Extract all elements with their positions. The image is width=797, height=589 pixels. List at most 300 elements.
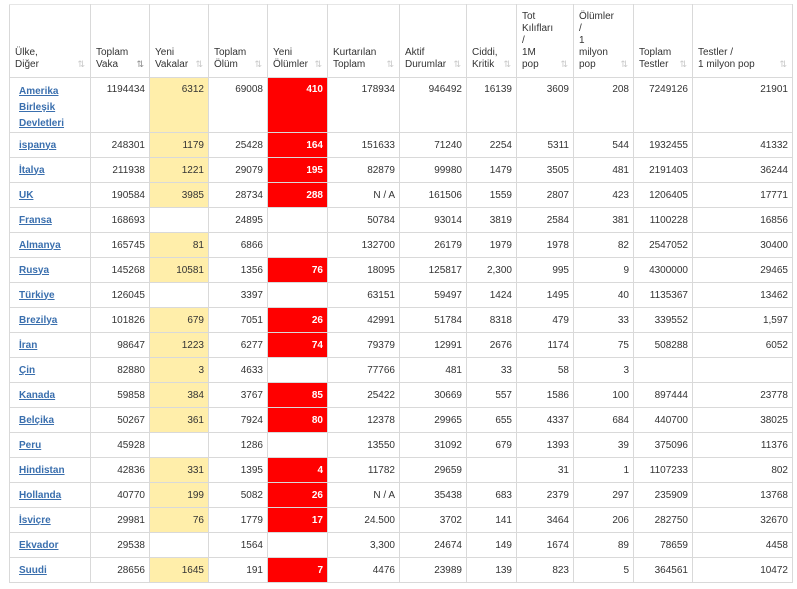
data-cell [268, 233, 328, 258]
data-cell: 361 [150, 408, 209, 433]
data-cell: 897444 [634, 383, 693, 408]
data-cell: 50784 [328, 208, 400, 233]
data-cell: 191 [209, 558, 268, 583]
country-link[interactable]: Almanya [19, 239, 61, 251]
data-cell: 89 [574, 533, 634, 558]
data-cell: 40770 [91, 483, 150, 508]
data-cell: 2254 [467, 133, 517, 158]
country-cell [10, 133, 91, 158]
data-cell: 211938 [91, 158, 150, 183]
data-cell [634, 358, 693, 383]
column-header-label: Aktif [405, 47, 425, 58]
header-row [10, 5, 793, 78]
data-cell: 41332 [693, 133, 793, 158]
data-cell: 1779 [209, 508, 268, 533]
data-cell: 190584 [91, 183, 150, 208]
data-cell: 26 [268, 483, 328, 508]
country-cell [10, 533, 91, 558]
data-cell: 93014 [400, 208, 467, 233]
data-cell: 481 [400, 358, 467, 383]
data-cell: 139 [467, 558, 517, 583]
table-row [10, 78, 793, 133]
country-link[interactable]: UK [19, 189, 34, 201]
data-cell: 82880 [91, 358, 150, 383]
data-cell: 288 [268, 183, 328, 208]
data-cell: 1393 [517, 433, 574, 458]
data-cell: 1174 [517, 333, 574, 358]
data-cell: 1221 [150, 158, 209, 183]
country-link[interactable]: Suudi [19, 564, 47, 576]
data-cell: 3397 [209, 283, 268, 308]
data-cell: 1286 [209, 433, 268, 458]
data-cell: 141 [467, 508, 517, 533]
data-cell: 1978 [517, 233, 574, 258]
data-cell: 13768 [693, 483, 793, 508]
country-cell [10, 458, 91, 483]
data-cell: 655 [467, 408, 517, 433]
data-cell: 29981 [91, 508, 150, 533]
column-header-label: Toplam [333, 59, 366, 70]
data-cell: 100 [574, 383, 634, 408]
column-header-label: Kurtarılan [333, 47, 377, 58]
data-cell: 3767 [209, 383, 268, 408]
data-cell: 3505 [517, 158, 574, 183]
country-link[interactable]: ispanya [19, 139, 57, 151]
data-cell: 59497 [400, 283, 467, 308]
table-row [10, 258, 793, 283]
data-cell: 7 [268, 558, 328, 583]
column-header-label: / [522, 35, 525, 46]
country-link[interactable]: Belçika [19, 414, 55, 426]
sort-icon[interactable]: ⇅ [195, 59, 203, 69]
data-cell: 1564 [209, 533, 268, 558]
column-header-label: pop [522, 59, 539, 70]
data-cell: 3 [574, 358, 634, 383]
data-cell: 1135367 [634, 283, 693, 308]
table-row [10, 533, 793, 558]
column-header-label: 1 [579, 35, 585, 46]
data-cell: 50267 [91, 408, 150, 433]
data-cell: 339552 [634, 308, 693, 333]
table-row [10, 308, 793, 333]
data-cell: 195 [268, 158, 328, 183]
data-cell: 16139 [467, 78, 517, 133]
data-cell: 77766 [328, 358, 400, 383]
column-header-label: Ciddi, [472, 47, 498, 58]
data-cell: 132700 [328, 233, 400, 258]
data-cell: 1424 [467, 283, 517, 308]
data-cell: 10472 [693, 558, 793, 583]
data-cell: 45928 [91, 433, 150, 458]
data-cell: 6866 [209, 233, 268, 258]
data-cell: 4458 [693, 533, 793, 558]
country-cell [10, 358, 91, 383]
data-cell: 1645 [150, 558, 209, 583]
table-row [10, 133, 793, 158]
data-cell: 38025 [693, 408, 793, 433]
data-cell: 25422 [328, 383, 400, 408]
data-cell: 85 [268, 383, 328, 408]
data-cell: 33 [574, 308, 634, 333]
column-header-label: Vakalar [155, 59, 189, 70]
country-link-line: Devletleri [19, 118, 65, 129]
data-cell: 29538 [91, 533, 150, 558]
column-header-label: Toplam [96, 47, 129, 58]
data-cell: 125817 [400, 258, 467, 283]
data-cell: 331 [150, 458, 209, 483]
data-cell: 31092 [400, 433, 467, 458]
column-header-label: Tot [522, 11, 536, 22]
table-row [10, 433, 793, 458]
data-cell: 2547052 [634, 233, 693, 258]
column-header-label: 1 milyon pop [698, 59, 755, 70]
table-row [10, 408, 793, 433]
data-cell: 29965 [400, 408, 467, 433]
data-cell [150, 283, 209, 308]
data-cell: 12378 [328, 408, 400, 433]
data-cell: 101826 [91, 308, 150, 333]
data-cell: 126045 [91, 283, 150, 308]
table-row [10, 558, 793, 583]
column-header[interactable] [328, 5, 400, 78]
column-header-label: Ülke, [15, 47, 38, 58]
sort-icon[interactable]: ⇅ [314, 59, 322, 69]
data-cell: 1395 [209, 458, 268, 483]
data-cell: 381 [574, 208, 634, 233]
data-cell: 29465 [693, 258, 793, 283]
country-link[interactable]: Brezilya [19, 314, 58, 326]
data-cell: 81 [150, 233, 209, 258]
table-row [10, 383, 793, 408]
data-cell: 2676 [467, 333, 517, 358]
data-cell: 235909 [634, 483, 693, 508]
data-cell: 76 [268, 258, 328, 283]
table-row [10, 208, 793, 233]
data-cell: 5311 [517, 133, 574, 158]
column-header-label: Testler [639, 59, 669, 70]
column-header[interactable] [268, 5, 328, 78]
data-cell: 165745 [91, 233, 150, 258]
column-header-label: pop [579, 59, 596, 70]
data-cell: 6312 [150, 78, 209, 133]
data-cell: 364561 [634, 558, 693, 583]
data-cell: 6277 [209, 333, 268, 358]
data-cell: 26179 [400, 233, 467, 258]
data-cell: 39 [574, 433, 634, 458]
data-cell: 1979 [467, 233, 517, 258]
column-header-label: Testler / [698, 47, 734, 58]
data-cell: 1100228 [634, 208, 693, 233]
data-cell: 17 [268, 508, 328, 533]
data-cell: 2191403 [634, 158, 693, 183]
sort-icon[interactable]: ⇅ [136, 59, 144, 69]
data-cell: 82879 [328, 158, 400, 183]
country-link[interactable]: Ekvador [19, 539, 59, 551]
data-cell [467, 458, 517, 483]
column-header-label: Ölüm [214, 59, 238, 70]
data-cell: 3 [150, 358, 209, 383]
data-cell: 4476 [328, 558, 400, 583]
data-cell: 18095 [328, 258, 400, 283]
data-cell: 7051 [209, 308, 268, 333]
data-cell: 74 [268, 333, 328, 358]
column-header[interactable] [400, 5, 467, 78]
country-link-line: Amerika [19, 86, 59, 97]
data-cell: 161506 [400, 183, 467, 208]
data-cell: 802 [693, 458, 793, 483]
column-header[interactable] [693, 5, 793, 78]
data-cell: 80 [268, 408, 328, 433]
column-header-label: Kritik [472, 59, 495, 70]
data-cell: 375096 [634, 433, 693, 458]
country-link[interactable]: Hindistan [19, 464, 65, 476]
column-header[interactable] [574, 5, 634, 78]
data-cell: 2807 [517, 183, 574, 208]
data-cell: 823 [517, 558, 574, 583]
data-cell: 544 [574, 133, 634, 158]
country-link[interactable]: Hollanda [19, 489, 62, 501]
sort-icon[interactable]: ⇅ [386, 59, 394, 69]
data-cell: 24.500 [328, 508, 400, 533]
data-cell: 79379 [328, 333, 400, 358]
sort-icon[interactable]: ⇅ [779, 59, 787, 69]
data-cell: 82 [574, 233, 634, 258]
sort-icon[interactable]: ⇅ [453, 59, 461, 69]
column-header[interactable] [209, 5, 268, 78]
country-link[interactable]: İsviçre [19, 514, 51, 526]
data-cell: 30669 [400, 383, 467, 408]
country-cell [10, 208, 91, 233]
data-cell: 5 [574, 558, 634, 583]
data-cell: 178934 [328, 78, 400, 133]
data-cell: 63151 [328, 283, 400, 308]
data-cell: 99980 [400, 158, 467, 183]
column-header[interactable] [150, 5, 209, 78]
data-cell: 2379 [517, 483, 574, 508]
data-cell: 30400 [693, 233, 793, 258]
data-cell: 21901 [693, 78, 793, 133]
data-cell: 2584 [517, 208, 574, 233]
data-cell: 8318 [467, 308, 517, 333]
table-row [10, 333, 793, 358]
data-cell [150, 533, 209, 558]
data-cell: 995 [517, 258, 574, 283]
data-cell: 6052 [693, 333, 793, 358]
country-cell [10, 78, 91, 133]
country-cell [10, 383, 91, 408]
data-cell: 384 [150, 383, 209, 408]
data-cell: 164 [268, 133, 328, 158]
data-cell: 410 [268, 78, 328, 133]
data-cell: N / A [328, 183, 400, 208]
country-link[interactable]: Türkiye [19, 289, 55, 301]
data-cell: 1179 [150, 133, 209, 158]
data-cell: 51784 [400, 308, 467, 333]
data-cell: 12991 [400, 333, 467, 358]
data-cell: 29659 [400, 458, 467, 483]
data-cell [693, 358, 793, 383]
country-cell [10, 483, 91, 508]
data-cell: 13550 [328, 433, 400, 458]
data-cell: 508288 [634, 333, 693, 358]
data-cell: 282750 [634, 508, 693, 533]
data-cell: 28734 [209, 183, 268, 208]
data-cell: 1932455 [634, 133, 693, 158]
table-row [10, 508, 793, 533]
column-header[interactable] [467, 5, 517, 78]
country-link[interactable]: İtalya [19, 164, 45, 176]
data-cell: 208 [574, 78, 634, 133]
data-cell: 25428 [209, 133, 268, 158]
data-cell: 1495 [517, 283, 574, 308]
country-link[interactable]: İran [19, 339, 38, 351]
country-link[interactable]: Kanada [19, 389, 56, 401]
data-cell: 11782 [328, 458, 400, 483]
country-cell [10, 258, 91, 283]
table-body [10, 78, 793, 583]
data-cell [150, 208, 209, 233]
data-cell: 78659 [634, 533, 693, 558]
data-cell [268, 433, 328, 458]
column-header[interactable] [10, 5, 91, 78]
data-cell: 75 [574, 333, 634, 358]
sort-icon[interactable]: ⇅ [679, 59, 687, 69]
data-cell: 4633 [209, 358, 268, 383]
table-row [10, 358, 793, 383]
data-cell: 31 [517, 458, 574, 483]
data-cell: 168693 [91, 208, 150, 233]
country-cell [10, 558, 91, 583]
country-cell [10, 233, 91, 258]
country-link[interactable] [19, 86, 64, 129]
data-cell: 10581 [150, 258, 209, 283]
data-cell: 4337 [517, 408, 574, 433]
country-cell [10, 433, 91, 458]
data-cell: 1,597 [693, 308, 793, 333]
data-cell: 557 [467, 383, 517, 408]
data-cell: 206 [574, 508, 634, 533]
data-cell: 5082 [209, 483, 268, 508]
country-link[interactable]: Çin [19, 364, 36, 376]
data-cell [150, 433, 209, 458]
data-cell: 3609 [517, 78, 574, 133]
column-header-label: Toplam [214, 47, 247, 58]
data-cell: 3985 [150, 183, 209, 208]
column-header-label: Kılıfları [522, 23, 554, 34]
column-header[interactable] [634, 5, 693, 78]
data-cell: 1356 [209, 258, 268, 283]
data-cell: 145268 [91, 258, 150, 283]
sort-icon[interactable]: ⇅ [620, 59, 628, 69]
data-cell: 7924 [209, 408, 268, 433]
column-header[interactable] [517, 5, 574, 78]
data-cell: 13462 [693, 283, 793, 308]
table-row [10, 183, 793, 208]
data-cell: 248301 [91, 133, 150, 158]
data-cell: 1559 [467, 183, 517, 208]
data-cell: 71240 [400, 133, 467, 158]
data-cell: 33 [467, 358, 517, 383]
sort-icon[interactable]: ⇅ [503, 59, 511, 69]
data-cell: 36244 [693, 158, 793, 183]
data-cell: 3819 [467, 208, 517, 233]
data-cell: 16856 [693, 208, 793, 233]
data-cell: 1107233 [634, 458, 693, 483]
data-cell: 946492 [400, 78, 467, 133]
table-row [10, 458, 793, 483]
data-cell: 24895 [209, 208, 268, 233]
column-header-label: Yeni [273, 47, 293, 58]
data-cell: 29079 [209, 158, 268, 183]
country-cell [10, 333, 91, 358]
data-cell: 479 [517, 308, 574, 333]
table-row [10, 483, 793, 508]
column-header-label: / [579, 23, 582, 34]
data-cell: 684 [574, 408, 634, 433]
data-cell: 149 [467, 533, 517, 558]
data-cell: 1223 [150, 333, 209, 358]
data-cell: 76 [150, 508, 209, 533]
column-header-label: milyon [579, 47, 608, 58]
data-cell: 440700 [634, 408, 693, 433]
data-cell: 297 [574, 483, 634, 508]
column-header-label: Toplam [639, 47, 672, 58]
data-cell: 679 [467, 433, 517, 458]
column-header-label: Ölümler [579, 11, 615, 22]
data-cell: N / A [328, 483, 400, 508]
data-cell [268, 358, 328, 383]
data-cell: 40 [574, 283, 634, 308]
data-cell: 7249126 [634, 78, 693, 133]
column-header-label: Ölümler [273, 59, 309, 70]
data-cell: 42836 [91, 458, 150, 483]
data-cell: 69008 [209, 78, 268, 133]
data-cell: 32670 [693, 508, 793, 533]
data-cell: 23778 [693, 383, 793, 408]
data-cell: 17771 [693, 183, 793, 208]
country-link[interactable]: Rusya [19, 264, 50, 276]
data-cell: 4 [268, 458, 328, 483]
data-cell: 28656 [91, 558, 150, 583]
data-cell: 35438 [400, 483, 467, 508]
sort-icon[interactable]: ⇅ [560, 59, 568, 69]
data-cell: 1586 [517, 383, 574, 408]
column-header[interactable] [91, 5, 150, 78]
column-header-label: Durumlar [405, 59, 447, 70]
data-cell: 1206405 [634, 183, 693, 208]
table-row [10, 233, 793, 258]
data-cell [268, 283, 328, 308]
country-link-line: Birleşik [19, 102, 56, 113]
country-cell [10, 308, 91, 333]
country-link[interactable]: Fransa [19, 214, 52, 226]
country-cell [10, 508, 91, 533]
table-row [10, 158, 793, 183]
country-link[interactable]: Peru [19, 439, 42, 451]
data-cell: 4300000 [634, 258, 693, 283]
sort-icon[interactable]: ⇅ [77, 59, 85, 69]
data-cell: 2,300 [467, 258, 517, 283]
data-cell: 683 [467, 483, 517, 508]
column-header-label: Vaka [96, 59, 119, 70]
data-cell: 42991 [328, 308, 400, 333]
data-cell: 3464 [517, 508, 574, 533]
sort-icon[interactable]: ⇅ [254, 59, 262, 69]
data-cell [268, 208, 328, 233]
data-cell: 151633 [328, 133, 400, 158]
data-cell: 199 [150, 483, 209, 508]
data-cell: 23989 [400, 558, 467, 583]
